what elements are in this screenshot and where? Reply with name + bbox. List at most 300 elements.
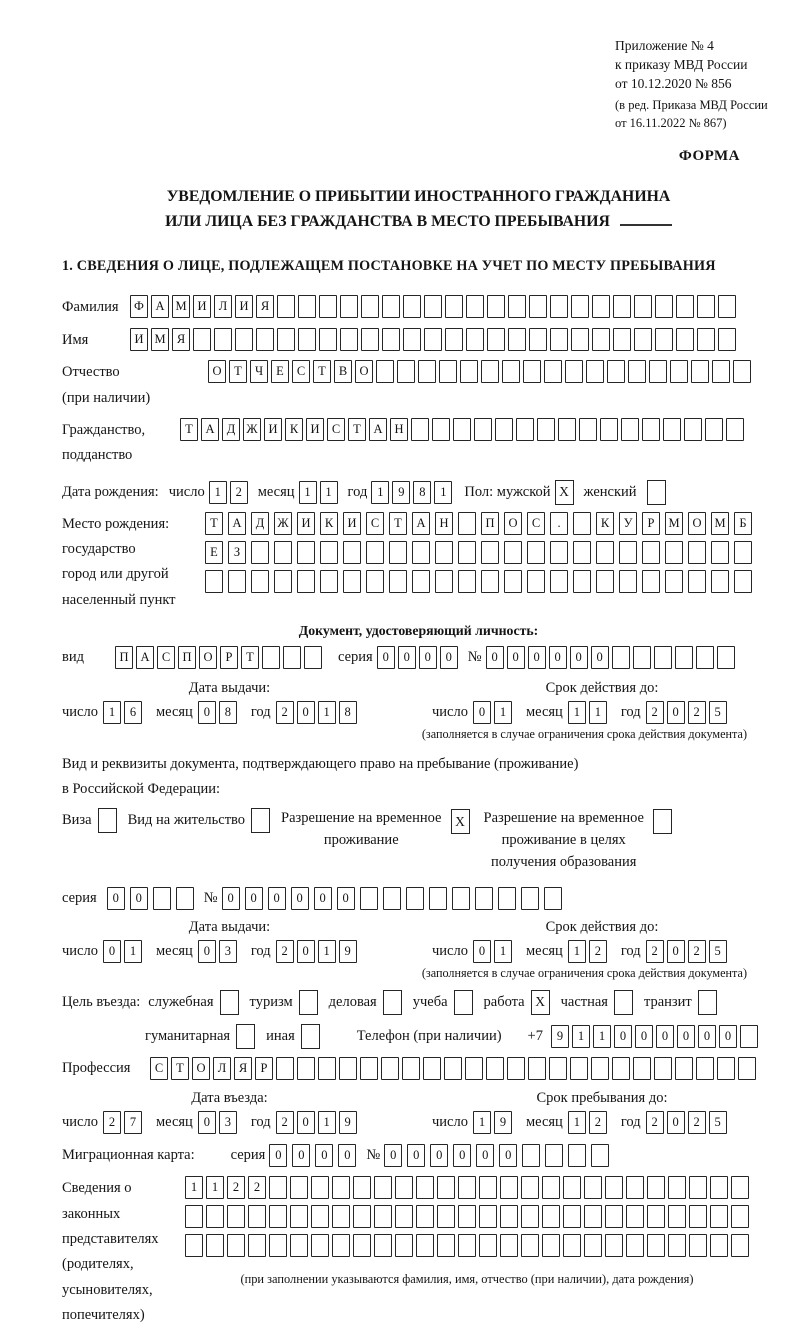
char-box[interactable]: 0 (297, 1111, 315, 1134)
char-box[interactable] (466, 328, 484, 351)
char-box[interactable] (731, 1176, 749, 1199)
char-box[interactable]: А (412, 512, 430, 535)
char-box[interactable]: 1 (473, 1111, 491, 1134)
char-box[interactable]: 2 (589, 1111, 607, 1134)
char-box[interactable] (481, 360, 499, 383)
char-box[interactable] (717, 1057, 735, 1080)
char-box[interactable] (481, 541, 499, 564)
char-box[interactable]: К (285, 418, 303, 441)
char-box[interactable] (607, 360, 625, 383)
char-box[interactable]: И (235, 295, 253, 318)
char-box[interactable]: Д (251, 512, 269, 535)
char-box[interactable] (696, 646, 714, 669)
char-box[interactable] (153, 887, 171, 910)
char-box[interactable] (343, 541, 361, 564)
char-box[interactable] (374, 1176, 392, 1199)
char-box[interactable]: 0 (222, 887, 240, 910)
char-box[interactable] (453, 418, 471, 441)
char-box[interactable] (332, 1205, 350, 1228)
char-box[interactable]: Т (313, 360, 331, 383)
char-box[interactable] (256, 328, 274, 351)
char-box[interactable] (416, 1205, 434, 1228)
char-box[interactable] (634, 295, 652, 318)
char-box[interactable] (710, 1176, 728, 1199)
char-box[interactable] (269, 1205, 287, 1228)
char-box[interactable] (205, 570, 223, 593)
char-box[interactable] (290, 1176, 308, 1199)
char-box[interactable] (437, 1205, 455, 1228)
char-box[interactable] (612, 1057, 630, 1080)
char-box[interactable] (586, 360, 604, 383)
char-box[interactable] (718, 295, 736, 318)
char-box[interactable] (633, 646, 651, 669)
char-box[interactable] (734, 541, 752, 564)
char-box[interactable]: 1 (209, 481, 227, 504)
char-box[interactable] (571, 328, 589, 351)
char-box[interactable]: 9 (494, 1111, 512, 1134)
char-box[interactable] (445, 328, 463, 351)
char-box[interactable]: 2 (230, 481, 248, 504)
char-box[interactable]: Е (271, 360, 289, 383)
char-box[interactable] (689, 1205, 707, 1228)
char-box[interactable] (665, 570, 683, 593)
char-box[interactable] (542, 1176, 560, 1199)
char-box[interactable] (389, 541, 407, 564)
char-box[interactable]: 1 (494, 940, 512, 963)
char-box[interactable] (498, 887, 516, 910)
char-box[interactable] (320, 541, 338, 564)
char-box[interactable] (320, 570, 338, 593)
char-box[interactable] (521, 1176, 539, 1199)
char-box[interactable]: 0 (667, 701, 685, 724)
char-box[interactable] (466, 295, 484, 318)
option-checkbox[interactable] (614, 990, 633, 1015)
char-box[interactable]: 6 (124, 701, 142, 724)
char-box[interactable] (360, 887, 378, 910)
char-box[interactable]: 0 (419, 646, 437, 669)
char-box[interactable]: 0 (297, 940, 315, 963)
char-box[interactable]: Я (172, 328, 190, 351)
char-box[interactable] (705, 418, 723, 441)
char-box[interactable]: 0 (677, 1025, 695, 1048)
char-box[interactable]: С (150, 1057, 168, 1080)
char-box[interactable] (710, 1234, 728, 1257)
char-box[interactable]: А (228, 512, 246, 535)
char-box[interactable] (353, 1176, 371, 1199)
option-checkbox[interactable] (236, 1024, 255, 1049)
char-box[interactable]: Е (205, 541, 223, 564)
char-box[interactable] (731, 1205, 749, 1228)
char-box[interactable] (412, 541, 430, 564)
char-box[interactable] (565, 360, 583, 383)
char-box[interactable] (193, 328, 211, 351)
char-box[interactable] (269, 1234, 287, 1257)
char-box[interactable]: М (711, 512, 729, 535)
char-box[interactable]: 0 (292, 1144, 310, 1167)
char-box[interactable] (374, 1205, 392, 1228)
char-box[interactable]: С (527, 512, 545, 535)
char-box[interactable]: 1 (299, 481, 317, 504)
char-box[interactable] (274, 541, 292, 564)
char-box[interactable] (311, 1205, 329, 1228)
char-box[interactable] (545, 1144, 563, 1167)
char-box[interactable] (726, 418, 744, 441)
char-box[interactable]: 8 (219, 701, 237, 724)
char-box[interactable] (383, 887, 401, 910)
char-box[interactable] (332, 1176, 350, 1199)
char-box[interactable] (718, 328, 736, 351)
char-box[interactable] (697, 295, 715, 318)
option-checkbox[interactable] (299, 990, 318, 1015)
char-box[interactable]: Ж (274, 512, 292, 535)
char-box[interactable] (573, 512, 591, 535)
char-box[interactable] (563, 1234, 581, 1257)
char-box[interactable]: 2 (276, 940, 294, 963)
char-box[interactable]: Р (642, 512, 660, 535)
char-box[interactable] (688, 541, 706, 564)
char-box[interactable] (712, 360, 730, 383)
char-box[interactable]: 2 (227, 1176, 245, 1199)
char-box[interactable]: 2 (646, 1111, 664, 1134)
char-box[interactable] (435, 541, 453, 564)
char-box[interactable] (395, 1205, 413, 1228)
char-box[interactable]: 1 (318, 1111, 336, 1134)
char-box[interactable] (613, 295, 631, 318)
char-box[interactable] (596, 570, 614, 593)
option-checkbox[interactable] (220, 990, 239, 1015)
char-box[interactable]: И (306, 418, 324, 441)
char-box[interactable]: 0 (269, 1144, 287, 1167)
char-box[interactable]: О (355, 360, 373, 383)
char-box[interactable] (366, 570, 384, 593)
char-box[interactable]: И (297, 512, 315, 535)
char-box[interactable]: Т (180, 418, 198, 441)
char-box[interactable]: А (136, 646, 154, 669)
char-box[interactable] (424, 295, 442, 318)
char-box[interactable] (479, 1234, 497, 1257)
char-box[interactable]: С (157, 646, 175, 669)
char-box[interactable] (689, 1234, 707, 1257)
char-box[interactable] (500, 1176, 518, 1199)
char-box[interactable] (395, 1234, 413, 1257)
char-box[interactable] (486, 1057, 504, 1080)
char-box[interactable] (412, 570, 430, 593)
char-box[interactable] (663, 418, 681, 441)
char-box[interactable] (670, 360, 688, 383)
char-box[interactable] (185, 1234, 203, 1257)
char-box[interactable]: 0 (407, 1144, 425, 1167)
char-box[interactable]: 2 (688, 940, 706, 963)
char-box[interactable] (544, 360, 562, 383)
char-box[interactable] (571, 295, 589, 318)
char-box[interactable]: И (130, 328, 148, 351)
sex-male-checkbox[interactable]: X (555, 480, 574, 505)
char-box[interactable]: У (619, 512, 637, 535)
char-box[interactable] (655, 295, 673, 318)
char-box[interactable] (395, 1176, 413, 1199)
char-box[interactable]: 0 (528, 646, 546, 669)
char-box[interactable]: П (178, 646, 196, 669)
char-box[interactable] (688, 570, 706, 593)
char-box[interactable] (500, 1234, 518, 1257)
char-box[interactable] (479, 1205, 497, 1228)
char-box[interactable]: 2 (688, 1111, 706, 1134)
char-box[interactable]: 0 (507, 646, 525, 669)
char-box[interactable] (304, 646, 322, 669)
char-box[interactable]: 7 (124, 1111, 142, 1134)
char-box[interactable] (649, 360, 667, 383)
char-box[interactable]: 0 (486, 646, 504, 669)
char-box[interactable] (251, 541, 269, 564)
char-box[interactable]: 3 (219, 940, 237, 963)
char-box[interactable] (676, 328, 694, 351)
char-box[interactable]: 0 (291, 887, 309, 910)
char-box[interactable] (654, 646, 672, 669)
char-box[interactable] (248, 1234, 266, 1257)
char-box[interactable] (290, 1205, 308, 1228)
char-box[interactable] (277, 328, 295, 351)
char-box[interactable] (542, 1205, 560, 1228)
char-box[interactable] (668, 1234, 686, 1257)
char-box[interactable] (504, 541, 522, 564)
char-box[interactable] (502, 360, 520, 383)
char-box[interactable] (738, 1057, 756, 1080)
char-box[interactable] (647, 1176, 665, 1199)
char-box[interactable] (452, 887, 470, 910)
char-box[interactable] (262, 646, 280, 669)
char-box[interactable]: М (151, 328, 169, 351)
char-box[interactable] (584, 1234, 602, 1257)
char-box[interactable] (248, 1205, 266, 1228)
char-box[interactable]: С (366, 512, 384, 535)
char-box[interactable] (458, 1205, 476, 1228)
option-checkbox[interactable]: X (451, 809, 470, 834)
char-box[interactable]: 0 (719, 1025, 737, 1048)
char-box[interactable]: Т (241, 646, 259, 669)
char-box[interactable]: 0 (667, 1111, 685, 1134)
char-box[interactable]: 1 (434, 481, 452, 504)
char-box[interactable]: Л (214, 295, 232, 318)
char-box[interactable] (628, 360, 646, 383)
char-box[interactable]: 5 (709, 1111, 727, 1134)
char-box[interactable] (507, 1057, 525, 1080)
char-box[interactable] (558, 418, 576, 441)
char-box[interactable]: 3 (219, 1111, 237, 1134)
char-box[interactable] (487, 295, 505, 318)
option-checkbox[interactable] (454, 990, 473, 1015)
char-box[interactable]: 8 (413, 481, 431, 504)
char-box[interactable] (654, 1057, 672, 1080)
char-box[interactable] (360, 1057, 378, 1080)
char-box[interactable]: 0 (591, 646, 609, 669)
char-box[interactable] (529, 295, 547, 318)
char-box[interactable] (429, 887, 447, 910)
char-box[interactable] (676, 295, 694, 318)
char-box[interactable] (717, 646, 735, 669)
char-box[interactable] (600, 418, 618, 441)
char-box[interactable] (500, 1205, 518, 1228)
char-box[interactable]: Я (256, 295, 274, 318)
char-box[interactable] (591, 1057, 609, 1080)
char-box[interactable] (340, 328, 358, 351)
char-box[interactable]: Т (348, 418, 366, 441)
char-box[interactable]: 2 (646, 701, 664, 724)
char-box[interactable] (655, 328, 673, 351)
char-box[interactable] (206, 1205, 224, 1228)
char-box[interactable] (642, 541, 660, 564)
char-box[interactable] (444, 1057, 462, 1080)
char-box[interactable] (418, 360, 436, 383)
option-checkbox[interactable] (98, 808, 117, 833)
char-box[interactable]: 5 (709, 940, 727, 963)
char-box[interactable] (537, 418, 555, 441)
char-box[interactable] (437, 1176, 455, 1199)
char-box[interactable] (573, 541, 591, 564)
char-box[interactable] (298, 328, 316, 351)
char-box[interactable] (389, 570, 407, 593)
char-box[interactable] (591, 1144, 609, 1167)
char-box[interactable] (381, 1057, 399, 1080)
char-box[interactable] (214, 328, 232, 351)
char-box[interactable] (711, 541, 729, 564)
char-box[interactable] (665, 541, 683, 564)
char-box[interactable]: О (208, 360, 226, 383)
char-box[interactable] (711, 570, 729, 593)
char-box[interactable] (528, 1057, 546, 1080)
char-box[interactable]: Ж (243, 418, 261, 441)
char-box[interactable] (613, 328, 631, 351)
char-box[interactable] (382, 328, 400, 351)
option-checkbox[interactable] (383, 990, 402, 1015)
char-box[interactable]: О (688, 512, 706, 535)
char-box[interactable]: Б (734, 512, 752, 535)
char-box[interactable]: 1 (318, 701, 336, 724)
char-box[interactable] (481, 570, 499, 593)
char-box[interactable] (633, 1057, 651, 1080)
char-box[interactable] (668, 1176, 686, 1199)
char-box[interactable] (269, 1176, 287, 1199)
char-box[interactable] (549, 1057, 567, 1080)
char-box[interactable]: 2 (646, 940, 664, 963)
char-box[interactable] (353, 1234, 371, 1257)
char-box[interactable] (668, 1205, 686, 1228)
char-box[interactable]: 8 (339, 701, 357, 724)
char-box[interactable] (527, 570, 545, 593)
char-box[interactable] (621, 418, 639, 441)
char-box[interactable]: 0 (338, 1144, 356, 1167)
char-box[interactable] (579, 418, 597, 441)
char-box[interactable] (403, 295, 421, 318)
option-checkbox[interactable] (301, 1024, 320, 1049)
char-box[interactable] (475, 887, 493, 910)
char-box[interactable]: З (228, 541, 246, 564)
char-box[interactable] (516, 418, 534, 441)
char-box[interactable]: 2 (248, 1176, 266, 1199)
char-box[interactable] (521, 1205, 539, 1228)
char-box[interactable]: 0 (107, 887, 125, 910)
char-box[interactable]: 0 (549, 646, 567, 669)
char-box[interactable] (605, 1176, 623, 1199)
char-box[interactable]: 0 (430, 1144, 448, 1167)
char-box[interactable]: Ф (130, 295, 148, 318)
char-box[interactable]: 0 (635, 1025, 653, 1048)
char-box[interactable] (397, 360, 415, 383)
char-box[interactable] (343, 570, 361, 593)
char-box[interactable] (276, 1057, 294, 1080)
char-box[interactable]: . (550, 512, 568, 535)
char-box[interactable] (740, 1025, 758, 1048)
char-box[interactable]: Н (435, 512, 453, 535)
char-box[interactable] (411, 418, 429, 441)
char-box[interactable]: 1 (371, 481, 389, 504)
char-box[interactable] (460, 360, 478, 383)
char-box[interactable] (675, 646, 693, 669)
char-box[interactable] (235, 328, 253, 351)
char-box[interactable]: П (115, 646, 133, 669)
char-box[interactable]: 1 (593, 1025, 611, 1048)
char-box[interactable]: П (481, 512, 499, 535)
char-box[interactable] (596, 541, 614, 564)
char-box[interactable] (437, 1234, 455, 1257)
char-box[interactable] (522, 1144, 540, 1167)
char-box[interactable]: 9 (339, 1111, 357, 1134)
char-box[interactable] (734, 570, 752, 593)
char-box[interactable]: 2 (688, 701, 706, 724)
char-box[interactable]: 0 (130, 887, 148, 910)
char-box[interactable]: А (201, 418, 219, 441)
char-box[interactable] (550, 295, 568, 318)
char-box[interactable] (568, 1144, 586, 1167)
char-box[interactable] (311, 1234, 329, 1257)
char-box[interactable] (521, 887, 539, 910)
char-box[interactable]: 9 (392, 481, 410, 504)
char-box[interactable] (318, 1057, 336, 1080)
char-box[interactable] (319, 295, 337, 318)
char-box[interactable] (361, 328, 379, 351)
char-box[interactable]: И (193, 295, 211, 318)
char-box[interactable] (550, 541, 568, 564)
char-box[interactable] (642, 418, 660, 441)
char-box[interactable]: А (369, 418, 387, 441)
char-box[interactable]: И (343, 512, 361, 535)
char-box[interactable]: 0 (198, 1111, 216, 1134)
char-box[interactable]: 1 (589, 701, 607, 724)
char-box[interactable] (366, 541, 384, 564)
char-box[interactable] (340, 295, 358, 318)
char-box[interactable] (521, 1234, 539, 1257)
char-box[interactable]: О (192, 1057, 210, 1080)
option-checkbox[interactable] (251, 808, 270, 833)
char-box[interactable] (439, 360, 457, 383)
char-box[interactable] (403, 328, 421, 351)
char-box[interactable] (626, 1234, 644, 1257)
char-box[interactable] (465, 1057, 483, 1080)
char-box[interactable] (634, 328, 652, 351)
char-box[interactable] (563, 1176, 581, 1199)
char-box[interactable] (416, 1176, 434, 1199)
char-box[interactable] (619, 541, 637, 564)
char-box[interactable] (435, 570, 453, 593)
char-box[interactable] (642, 570, 660, 593)
char-box[interactable]: 0 (103, 940, 121, 963)
char-box[interactable] (458, 1176, 476, 1199)
char-box[interactable] (445, 295, 463, 318)
char-box[interactable] (298, 295, 316, 318)
char-box[interactable] (733, 360, 751, 383)
char-box[interactable] (647, 1234, 665, 1257)
char-box[interactable]: 1 (494, 701, 512, 724)
char-box[interactable] (504, 570, 522, 593)
